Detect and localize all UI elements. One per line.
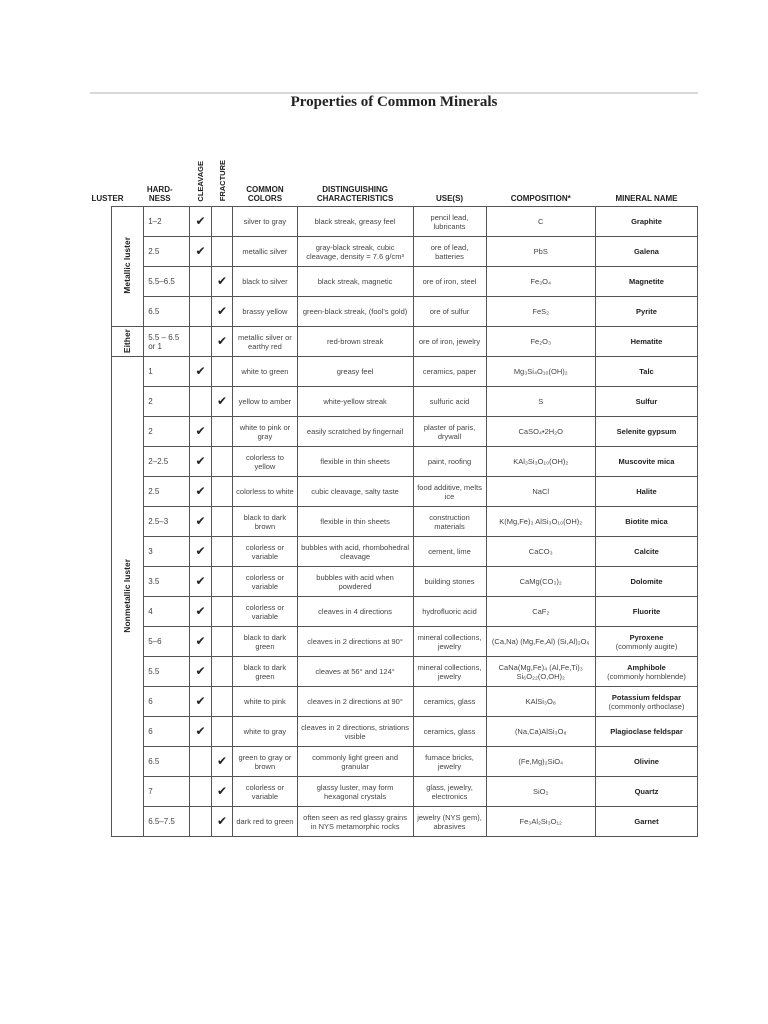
colors-cell: black to dark brown (233, 507, 297, 537)
fracture-cell (211, 567, 232, 597)
characteristics-cell: black streak, magnetic (297, 267, 413, 297)
table-row (112, 237, 698, 267)
luster-group-nonmetallic (112, 357, 144, 837)
composition-cell: Fe₃O₄ (486, 267, 595, 297)
header-uses: USE(S) (435, 194, 464, 204)
colors-cell: metallic silver or earthy red (233, 327, 297, 357)
characteristics-cell: gray-black streak, cubic cleavage, density = 7.6 g/cm³ (297, 237, 413, 267)
characteristics-cell: easily scratched by fingernail (297, 417, 413, 447)
table-row (112, 687, 698, 717)
mineral-name: Halite (636, 487, 657, 497)
composition-cell: KAlSi₃O₈ (486, 687, 595, 717)
composition-cell: CaSO₄•2H₂O (486, 417, 595, 447)
mineral-name: Plagioclase feldspar (610, 727, 683, 737)
header-mineral-name: MINERAL NAME (615, 194, 678, 204)
mineral-name-cell (595, 747, 697, 777)
colors-cell: black to dark green (233, 627, 297, 657)
characteristics-cell: commonly light green and granular (297, 747, 413, 777)
mineral-name-cell (595, 507, 697, 537)
mineral-name: Sulfur (635, 397, 658, 407)
composition-cell: CaCO₃ (486, 537, 595, 567)
characteristics-cell: cleaves in 2 directions, striations visible (297, 717, 413, 747)
characteristics-cell: cleaves at 56° and 124° (297, 657, 413, 687)
table-row (112, 507, 698, 537)
fracture-cell (211, 207, 232, 237)
uses-cell: furnace bricks, jewelry (413, 747, 486, 777)
table-row (112, 297, 698, 327)
hardness-cell: 2.5 (144, 477, 190, 507)
fracture-cell: ✔ (211, 807, 232, 837)
mineral-name-cell (595, 387, 697, 417)
header-composition: COMPOSITION* (510, 194, 571, 204)
hardness-cell: 5.5–6.5 (144, 267, 190, 297)
fracture-cell: ✔ (211, 297, 232, 327)
fracture-cell (211, 477, 232, 507)
characteristics-cell: white-yellow streak (297, 387, 413, 417)
hardness-cell: 2.5–3 (144, 507, 190, 537)
header-fracture: FRACTURE (217, 160, 227, 202)
composition-cell: KAl₃Si₃O₁₀(OH)₂ (486, 447, 595, 477)
hardness-cell: 2 (144, 417, 190, 447)
fracture-cell (211, 597, 232, 627)
cleavage-cell: ✔ (190, 567, 211, 597)
mineral-name-cell (595, 567, 697, 597)
table-row (112, 627, 698, 657)
header-colors: COMMON COLORS (246, 185, 284, 204)
table-row (112, 807, 698, 837)
composition-cell: NaCl (486, 477, 595, 507)
mineral-name-cell (595, 417, 697, 447)
uses-cell: mineral collections, jewelry (413, 657, 486, 687)
hardness-cell: 6.5 (144, 747, 190, 777)
uses-cell: paint, roofing (413, 447, 486, 477)
mineral-name-cell (595, 717, 697, 747)
colors-cell: dark red to green (233, 807, 297, 837)
fracture-cell (211, 687, 232, 717)
colors-cell: yellow to amber (233, 387, 297, 417)
fracture-cell (211, 627, 232, 657)
table-row (112, 747, 698, 777)
colors-cell: green to gray or brown (233, 747, 297, 777)
cleavage-cell (190, 297, 211, 327)
cleavage-cell: ✔ (190, 237, 211, 267)
mineral-name: Quartz (634, 787, 659, 797)
cleavage-cell: ✔ (190, 357, 211, 387)
hardness-cell: 3.5 (144, 567, 190, 597)
uses-cell: building stones (413, 567, 486, 597)
fracture-cell: ✔ (211, 777, 232, 807)
fracture-cell (211, 357, 232, 387)
composition-cell: S (486, 387, 595, 417)
table-row (112, 477, 698, 507)
mineral-name: Muscovite mica (618, 457, 675, 467)
fracture-cell (211, 237, 232, 267)
composition-cell: (Fe,Mg)₂SiO₄ (486, 747, 595, 777)
colors-cell: colorless or variable (233, 537, 297, 567)
fracture-cell: ✔ (211, 267, 232, 297)
composition-cell: (Ca,Na) (Mg,Fe,Al) (Si,Al)₂O₆ (486, 627, 595, 657)
mineral-name-cell (595, 627, 697, 657)
composition-cell: CaMg(CO₃)₂ (486, 567, 595, 597)
mineral-name: Garnet (634, 817, 659, 827)
luster-group-metallic (112, 207, 144, 327)
mineral-common-name: (commonly hornblende) (607, 671, 686, 681)
colors-cell: black to dark green (233, 657, 297, 687)
mineral-name: Selenite gypsum (616, 427, 677, 437)
colors-cell: white to pink or gray (233, 417, 297, 447)
table-row (112, 267, 698, 297)
colors-cell: white to gray (233, 717, 297, 747)
characteristics-cell: cleaves in 4 directions (297, 597, 413, 627)
mineral-name: Galena (633, 247, 659, 257)
uses-cell: pencil lead, lubricants (413, 207, 486, 237)
table-row (112, 777, 698, 807)
uses-cell: sulfuric acid (413, 387, 486, 417)
uses-cell: plaster of paris, drywall (413, 417, 486, 447)
composition-cell: Fe₃Al₂Si₃O₁₂ (486, 807, 595, 837)
hardness-cell: 6 (144, 687, 190, 717)
mineral-name: Biotite mica (625, 517, 668, 527)
characteristics-cell: bubbles with acid when powdered (297, 567, 413, 597)
mineral-name-cell (595, 297, 697, 327)
colors-cell: metallic silver (233, 237, 297, 267)
uses-cell: ore of iron, jewelry (413, 327, 486, 357)
uses-cell: ore of lead, batteries (413, 237, 486, 267)
composition-cell: Fe₂O₃ (486, 327, 595, 357)
luster-group-label: Nonmetallic luster (122, 558, 133, 633)
mineral-common-name: (commonly orthoclase) (608, 701, 685, 711)
colors-cell: white to pink (233, 687, 297, 717)
fracture-cell (211, 507, 232, 537)
composition-cell: CaNa(Mg,Fe)₄ (Al,Fe,Ti)₃ Si₆O₂₂(O,OH)₂ (486, 657, 595, 687)
characteristics-cell: glassy luster, may form hexagonal crystals (297, 777, 413, 807)
cleavage-cell (190, 747, 211, 777)
header-luster: LUSTER (91, 194, 124, 204)
mineral-name-cell (595, 447, 697, 477)
cleavage-cell (190, 777, 211, 807)
composition-cell: PbS (486, 237, 595, 267)
hardness-cell: 5–6 (144, 627, 190, 657)
table-row (112, 207, 698, 237)
colors-cell: black to silver (233, 267, 297, 297)
mineral-name-cell (595, 267, 697, 297)
table-row (112, 537, 698, 567)
hardness-cell: 2.5 (144, 237, 190, 267)
cleavage-cell: ✔ (190, 657, 211, 687)
mineral-name-cell (595, 237, 697, 267)
fracture-cell: ✔ (211, 747, 232, 777)
mineral-name-cell (595, 597, 697, 627)
hardness-cell: 3 (144, 537, 190, 567)
fracture-cell (211, 417, 232, 447)
mineral-name-cell (595, 207, 697, 237)
mineral-name-cell (595, 537, 697, 567)
hardness-cell: 5.5 – 6.5 or 1 (144, 327, 190, 357)
cleavage-cell: ✔ (190, 537, 211, 567)
composition-cell: SiO₂ (486, 777, 595, 807)
cleavage-cell: ✔ (190, 627, 211, 657)
table-row (112, 717, 698, 747)
characteristics-cell: black streak, greasy feel (297, 207, 413, 237)
characteristics-cell: bubbles with acid, rhombohedral cleavage (297, 537, 413, 567)
fracture-cell: ✔ (211, 387, 232, 417)
composition-cell: K(Mg,Fe)₃ AlSi₃O₁₀(OH)₂ (486, 507, 595, 537)
uses-cell: ceramics, glass (413, 717, 486, 747)
characteristics-cell: flexible in thin sheets (297, 447, 413, 477)
mineral-name: Calcite (634, 547, 659, 557)
hardness-cell: 6.5 (144, 297, 190, 327)
page-title: Properties of Common Minerals (290, 94, 498, 110)
mineral-name: Potassium feldspar (611, 692, 682, 702)
fracture-cell: ✔ (211, 327, 232, 357)
colors-cell: colorless to white (233, 477, 297, 507)
cleavage-cell: ✔ (190, 717, 211, 747)
mineral-name: Talc (639, 367, 654, 377)
cleavage-cell (190, 387, 211, 417)
composition-cell: FeS₂ (486, 297, 595, 327)
mineral-name: Fluorite (632, 607, 661, 617)
uses-cell: cement, lime (413, 537, 486, 567)
hardness-cell: 2–2.5 (144, 447, 190, 477)
table-row (112, 447, 698, 477)
characteristics-cell: red-brown streak (297, 327, 413, 357)
fracture-cell (211, 717, 232, 747)
mineral-common-name: (commonly augite) (615, 641, 678, 651)
colors-cell: colorless to yellow (233, 447, 297, 477)
mineral-name: Amphibole (627, 662, 666, 672)
colors-cell: colorless or variable (233, 777, 297, 807)
mineral-name: Hematite (630, 337, 663, 347)
cleavage-cell: ✔ (190, 417, 211, 447)
uses-cell: mineral collections, jewelry (413, 627, 486, 657)
mineral-name: Graphite (631, 217, 662, 227)
uses-cell: ceramics, glass (413, 687, 486, 717)
uses-cell: ore of sulfur (413, 297, 486, 327)
hardness-cell: 4 (144, 597, 190, 627)
luster-group-label: Metallic luster (122, 237, 133, 295)
composition-cell: C (486, 207, 595, 237)
mineral-name-cell (595, 807, 697, 837)
mineral-name: Pyrite (636, 307, 657, 317)
uses-cell: jewelry (NYS gem), abrasives (413, 807, 486, 837)
composition-cell: (Na,Ca)AlSi₃O₈ (486, 717, 595, 747)
characteristics-cell: cleaves in 2 directions at 90° (297, 627, 413, 657)
uses-cell: food additive, melts ice (413, 477, 486, 507)
mineral-name: Magnetite (628, 277, 664, 287)
colors-cell: colorless or variable (233, 597, 297, 627)
characteristics-cell: cubic cleavage, salty taste (297, 477, 413, 507)
hardness-cell: 1 (144, 357, 190, 387)
table-row (112, 657, 698, 687)
mineral-name-cell (595, 777, 697, 807)
hardness-cell: 6.5–7.5 (144, 807, 190, 837)
cleavage-cell: ✔ (190, 207, 211, 237)
minerals-table (91, 160, 698, 837)
hardness-cell: 2 (144, 387, 190, 417)
characteristics-cell: often seen as red glassy grains in NYS metamorphic rocks (297, 807, 413, 837)
hardness-cell: 1–2 (144, 207, 190, 237)
composition-cell: Mg₃Si₄O₁₀(OH)₂ (486, 357, 595, 387)
table-row (112, 597, 698, 627)
characteristics-cell: flexible in thin sheets (297, 507, 413, 537)
characteristics-cell: green-black streak, (fool's gold) (297, 297, 413, 327)
uses-cell: construction materials (413, 507, 486, 537)
fracture-cell (211, 657, 232, 687)
mineral-name-cell (595, 687, 697, 717)
uses-cell: ceramics, paper (413, 357, 486, 387)
table-row (112, 387, 698, 417)
composition-cell: CaF₂ (486, 597, 595, 627)
table-row (112, 417, 698, 447)
uses-cell: ore of iron, steel (413, 267, 486, 297)
mineral-name: Pyroxene (629, 632, 664, 642)
mineral-name-cell (595, 357, 697, 387)
colors-cell: colorless or variable (233, 567, 297, 597)
cleavage-cell (190, 267, 211, 297)
uses-cell: glass, jewelry, electronics (413, 777, 486, 807)
uses-cell: hydrofluoric acid (413, 597, 486, 627)
table-row (112, 567, 698, 597)
cleavage-cell: ✔ (190, 507, 211, 537)
characteristics-cell: greasy feel (297, 357, 413, 387)
colors-cell: white to green (233, 357, 297, 387)
mineral-name-cell (595, 327, 697, 357)
table-row (112, 357, 698, 387)
header-cleavage: CLEAVAGE (196, 160, 206, 202)
luster-group-label: Either (122, 328, 133, 353)
mineral-name-cell (595, 657, 697, 687)
fracture-cell (211, 537, 232, 567)
cleavage-cell (190, 327, 211, 357)
header-hardness: HARD- NESS (146, 185, 173, 204)
cleavage-cell (190, 807, 211, 837)
mineral-name-cell (595, 477, 697, 507)
cleavage-cell: ✔ (190, 597, 211, 627)
colors-cell: silver to gray (233, 207, 297, 237)
cleavage-cell: ✔ (190, 477, 211, 507)
mineral-name: Dolomite (630, 577, 663, 587)
hardness-cell: 6 (144, 717, 190, 747)
table-row (112, 327, 698, 357)
luster-group-either (112, 327, 144, 357)
header-characteristics: DISTINGUISHING CHARACTERISTICS (316, 185, 394, 204)
mineral-name: Olivine (633, 757, 659, 767)
fracture-cell (211, 447, 232, 477)
hardness-cell: 5.5 (144, 657, 190, 687)
colors-cell: brassy yellow (233, 297, 297, 327)
characteristics-cell: cleaves in 2 directions at 90° (297, 687, 413, 717)
hardness-cell: 7 (144, 777, 190, 807)
cleavage-cell: ✔ (190, 447, 211, 477)
cleavage-cell: ✔ (190, 687, 211, 717)
